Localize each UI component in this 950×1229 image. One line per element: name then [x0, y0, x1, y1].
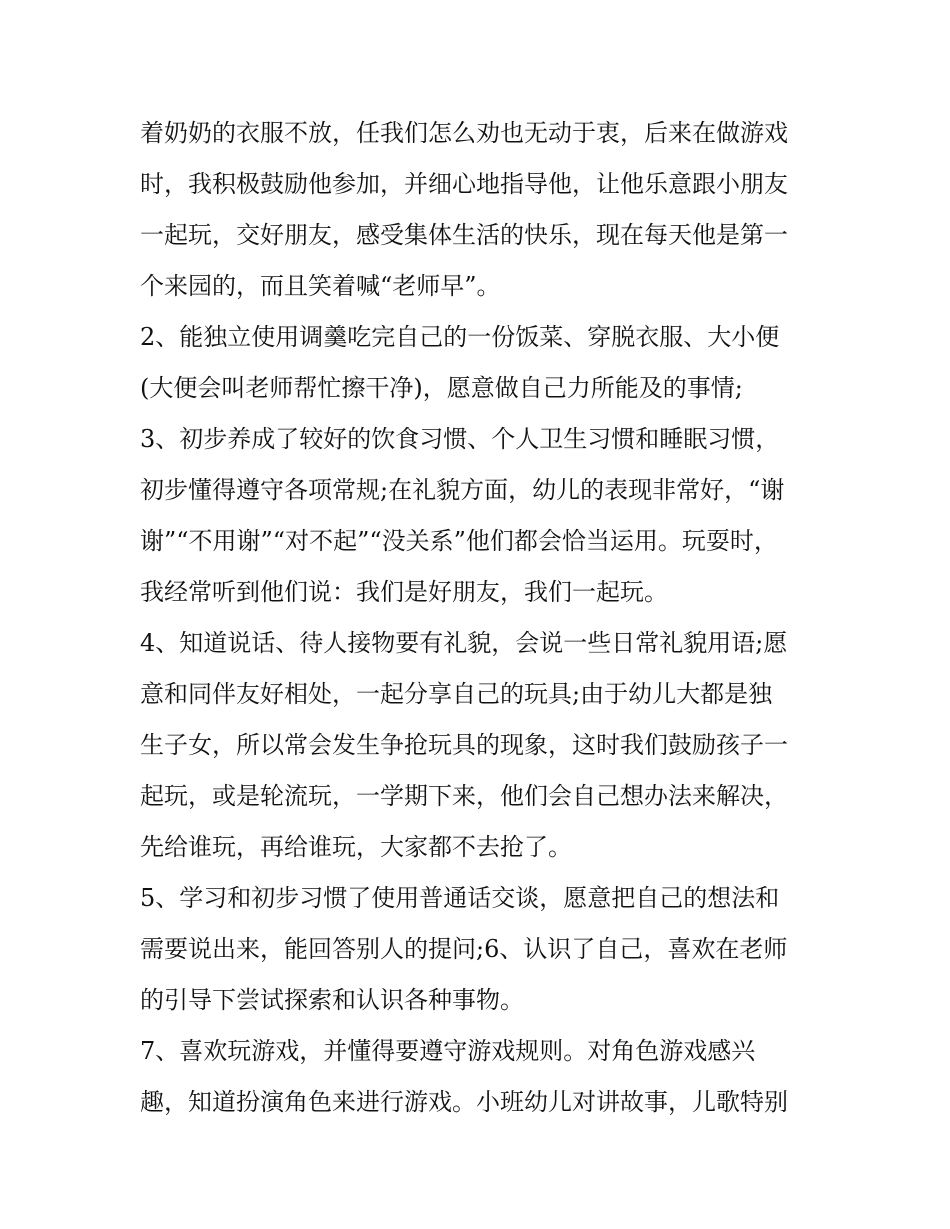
text-line: 一起玩，交好朋友，感受集体生活的快乐，现在每天他是第一	[140, 221, 788, 249]
text-line: 的引导下尝试探索和认识各种事物。	[140, 986, 524, 1014]
paragraph-continuation	[140, 108, 820, 312]
text-line: 7、喜欢玩游戏，并懂得要遵守游戏规则。对角色游戏感兴	[140, 1037, 756, 1065]
paragraph-item-3	[140, 414, 820, 618]
paragraph-item-5-6	[140, 873, 820, 1026]
text-line: 个来园的，而且笑着喊“老师早”。	[140, 272, 501, 300]
paragraph-item-7	[140, 1026, 820, 1128]
document-body	[140, 108, 820, 1128]
text-line: 3、初步养成了较好的饮食习惯、个人卫生习惯和睡眠习惯，	[140, 425, 780, 453]
paragraph-item-4	[140, 618, 820, 873]
text-line: 需要说出来，能回答别人的提问;6、认识了自己，喜欢在老师	[140, 935, 788, 963]
text-line: 初步懂得遵守各项常规;在礼貌方面，幼儿的表现非常好，“谢	[140, 476, 785, 504]
text-line: 谢”“不用谢”“对不起”“没关系”他们都会恰当运用。玩耍时，	[140, 527, 778, 555]
text-line: 起玩，或是轮流玩，一学期下来，他们会自己想办法来解决，	[140, 782, 788, 810]
text-line: 2、能独立使用调羹吃完自己的一份饭菜、穿脱衣服、大小便	[140, 323, 780, 351]
text-line: 着奶奶的衣服不放，任我们怎么劝也无动于衷，后来在做游戏	[140, 119, 788, 147]
text-line: 4、知道说话、待人接物要有礼貌，会说一些日常礼貌用语;愿	[140, 629, 788, 657]
text-line: 5、学习和初步习惯了使用普通话交谈，愿意把自己的想法和	[140, 884, 780, 912]
text-line: 我经常听到他们说：我们是好朋友，我们一起玩。	[140, 578, 668, 606]
paragraph-item-2	[140, 312, 820, 414]
text-line: 时，我积极鼓励他参加，并细心地指导他，让他乐意跟小朋友	[140, 170, 788, 198]
text-line: 先给谁玩，再给谁玩，大家都不去抢了。	[140, 833, 572, 861]
text-line: (大便会叫老师帮忙擦干净)，愿意做自己力所能及的事情;	[140, 374, 743, 402]
text-line: 生子女，所以常会发生争抢玩具的现象，这时我们鼓励孩子一	[140, 731, 788, 759]
text-line: 趣，知道扮演角色来进行游戏。小班幼儿对讲故事，儿歌特别	[140, 1088, 788, 1116]
text-line: 意和同伴友好相处，一起分享自己的玩具;由于幼儿大都是独	[140, 680, 773, 708]
